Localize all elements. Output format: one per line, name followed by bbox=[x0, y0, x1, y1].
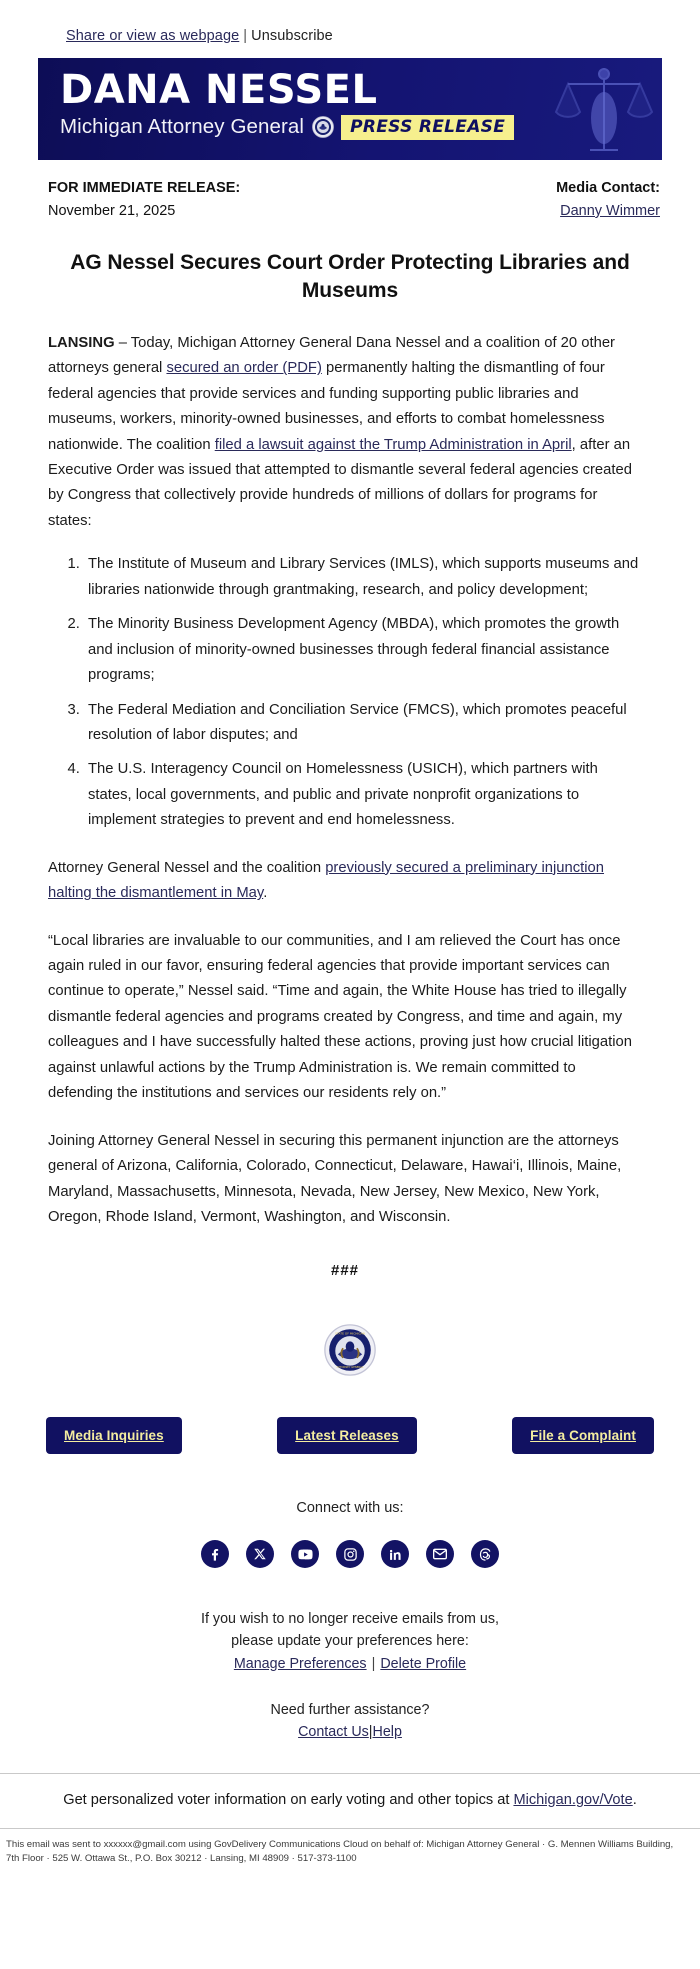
banner-inner bbox=[38, 58, 662, 140]
facebook-icon[interactable] bbox=[201, 1540, 229, 1568]
dateline: LANSING bbox=[48, 334, 115, 351]
preferences-links bbox=[0, 1653, 700, 1675]
list-item: 1. The Institute of Museum and Library Services (IMLS), which supports museums and libraries nationwide through grantmaking, research, and policy development; bbox=[84, 552, 642, 603]
help-link[interactable]: Help bbox=[372, 1723, 402, 1740]
end-mark: ### bbox=[330, 1262, 360, 1280]
voter-info-bar bbox=[0, 1774, 700, 1828]
instagram-icon[interactable] bbox=[336, 1540, 364, 1568]
fine-print-line-2: 7th Floor · 525 W. Ottawa St., P.O. Box 30212 · Lansing, MI 48909 · 517-373-1100 bbox=[6, 1853, 357, 1865]
michigan-state-seal-icon bbox=[324, 1324, 376, 1376]
paragraph-4-coalition: Joining Attorney General Nessel in securing this permanent injunction are the attorneys general of Arizona, California, Colorado, Connecticut, Delaware, Hawai‘i, Illinois, Maine, Maryland, Massachusetts, Minnesota, Nevada, New Jersey, New Mexico, New York, Oregon, Rhode Island, Vermont, Washington, and Wisconsin. bbox=[48, 1132, 622, 1225]
voter-text-after: . bbox=[632, 1791, 637, 1808]
lawsuit-april-link[interactable]: filed a lawsuit against the Trump Administration in April bbox=[214, 436, 572, 453]
voter-text-before: Get personalized voter information on early voting and other topics at bbox=[63, 1791, 514, 1808]
threads-icon[interactable] bbox=[471, 1540, 499, 1568]
delete-profile-link[interactable]: Delete Profile bbox=[380, 1655, 467, 1672]
release-date: November 21, 2025 bbox=[48, 203, 176, 219]
unsubscribe-link[interactable]: Unsubscribe bbox=[251, 28, 333, 44]
assistance-links bbox=[0, 1721, 700, 1743]
michigan-gov-vote-link[interactable]: Michigan.gov/Vote bbox=[513, 1791, 633, 1808]
paragraph-1 bbox=[48, 331, 642, 535]
banner-title: DANA NESSEL bbox=[60, 67, 378, 113]
unsubscribe-line-2: please update your preferences here: bbox=[231, 1633, 469, 1650]
press-release-badge: PRESS RELEASE bbox=[341, 115, 514, 140]
banner-container bbox=[0, 58, 700, 160]
share-or-view-webpage-link[interactable]: Share or view as webpage bbox=[66, 28, 240, 44]
action-buttons-row bbox=[0, 1381, 700, 1454]
agencies-list bbox=[48, 552, 642, 833]
assistance-section bbox=[0, 1699, 700, 1743]
links-separator: | bbox=[371, 1655, 376, 1672]
paragraph-2 bbox=[48, 856, 642, 907]
latest-releases-button[interactable]: Latest Releases bbox=[277, 1417, 417, 1454]
preheader bbox=[0, 0, 700, 58]
youtube-icon[interactable] bbox=[291, 1540, 319, 1568]
social-links-row bbox=[0, 1540, 700, 1568]
media-contact-block bbox=[556, 180, 660, 219]
p1-text-b: permanently halting the dismantling of four federal agencies that provide services and funding supporting public libraries and museums, workers, minority-owned businesses, and efforts to combat homelessness nationwide. The coalition bbox=[48, 360, 605, 453]
p2-text-a: Attorney General Nessel and the coalition bbox=[48, 859, 326, 876]
list-item: 2. The Minority Business Development Agency (MBDA), which promotes the growth and inclusion of minority-owned businesses through federal financial assistance programs; bbox=[84, 612, 642, 688]
svg-text:STATE OF MICHIGAN: STATE OF MICHIGAN bbox=[335, 1331, 365, 1336]
list-item: 3. The Federal Mediation and Conciliation Service (FMCS), which promotes peaceful resolution of labor disputes; and bbox=[84, 698, 642, 749]
media-inquiries-button[interactable]: Media Inquiries bbox=[46, 1417, 182, 1454]
x-twitter-icon[interactable] bbox=[246, 1540, 274, 1568]
release-date-block bbox=[48, 180, 240, 219]
p2-text-b: . bbox=[263, 885, 268, 902]
links-separator: | bbox=[368, 1723, 373, 1740]
michigan-state-seal-icon bbox=[312, 116, 334, 138]
for-immediate-release-label: FOR IMMEDIATE RELEASE: bbox=[48, 180, 241, 196]
secured-order-pdf-link[interactable]: secured an order (PDF) bbox=[166, 360, 322, 377]
header-banner bbox=[38, 58, 662, 160]
page-title: AG Nessel Secures Court Order Protecting Libraries and Museums bbox=[70, 251, 630, 302]
release-meta bbox=[0, 160, 700, 219]
release-body bbox=[0, 331, 700, 1284]
p1-text-a: – Today, Michigan Attorney General Dana Nessel and a coalition of 20 other attorneys general bbox=[48, 334, 615, 377]
linkedin-icon[interactable] bbox=[381, 1540, 409, 1568]
unsubscribe-section bbox=[0, 1608, 700, 1674]
p1-text-c: , after an Executive Order was issued that attempted to dismantle several federal agencies created by Congress that collectively provide hundreds of millions of dollars for programs for states: bbox=[48, 436, 632, 529]
svg-text:ATTORNEY GENERAL: ATTORNEY GENERAL bbox=[336, 1366, 364, 1370]
preliminary-injunction-link[interactable]: previously secured a preliminary injunction halting the dismantlement in May bbox=[48, 859, 605, 902]
footer-seal-container bbox=[0, 1324, 700, 1381]
list-item: 4. The U.S. Interagency Council on Homelessness (USICH), which partners with states, local governments, and public and private nonprofit organizations to implement strategies to prevent and end homelessness. bbox=[84, 757, 642, 833]
email-icon[interactable] bbox=[426, 1540, 454, 1568]
fine-print-footer bbox=[0, 1828, 700, 1877]
banner-subtitle: Michigan Attorney General bbox=[60, 115, 305, 139]
media-contact-label: Media Contact: bbox=[556, 180, 660, 196]
assistance-heading: Need further assistance? bbox=[270, 1701, 430, 1718]
fine-print-line-1: This email was sent to xxxxxx@gmail.com using GovDelivery Communications Cloud on behalf of: Michigan Attorney General · G. Mennen Williams Building, bbox=[6, 1838, 674, 1850]
preheader-separator: | bbox=[243, 28, 248, 44]
media-contact-link[interactable]: Danny Wimmer bbox=[560, 203, 660, 219]
file-a-complaint-button[interactable]: File a Complaint bbox=[512, 1417, 654, 1454]
contact-us-link[interactable]: Contact Us bbox=[298, 1723, 369, 1740]
connect-heading: Connect with us: bbox=[296, 1500, 404, 1517]
paragraph-3-quote: “Local libraries are invaluable to our communities, and I am relieved the Court has once again ruled in our favor, ensuring federal agencies that provide important services can continue to operate,” Nessel said. “Time and again, the White House has tried to illegally dismantle federal agencies and programs created by Congress, and time and again, my colleagues and I have successfully halted these actions, proving just how crucial litigation against unlawful actions by the Trump Administration is. We remain committed to defending the institutions and services our residents rely on.” bbox=[48, 932, 632, 1102]
manage-preferences-link[interactable]: Manage Preferences bbox=[233, 1655, 367, 1672]
banner-subtitle-row bbox=[60, 115, 662, 140]
unsubscribe-line-1: If you wish to no longer receive emails from us, bbox=[201, 1611, 499, 1628]
